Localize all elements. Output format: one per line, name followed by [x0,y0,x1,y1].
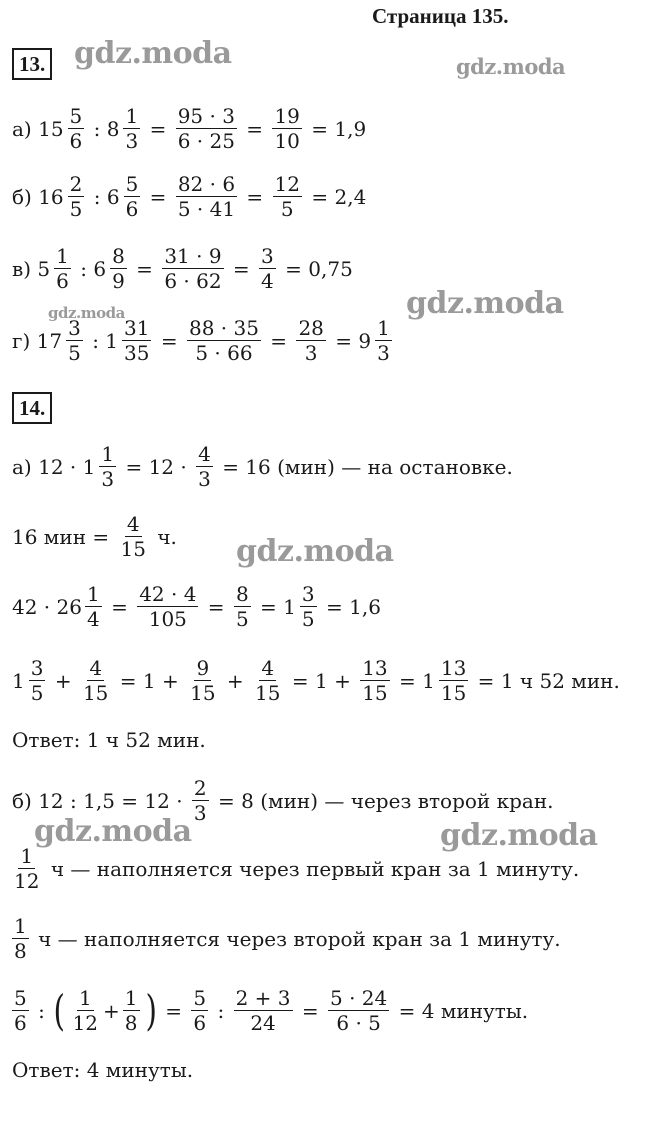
result: 4 минуты. [421,998,529,1023]
task-number-14: 14. [12,392,52,424]
task-number-13: 13. [12,48,52,80]
watermark: gdz.moda [440,818,598,853]
item-label: б) [12,184,32,209]
fraction: $\frac{31 \cdot 9}{6 \cdot 62}$ [164,244,222,294]
mixed-number: 1 $\frac{1}{3}$ [82,442,115,492]
fraction: $\frac{5}{6}$ [193,986,207,1036]
mixed-number: 1 $\frac{3}{5}$ [283,582,315,632]
task14-line-b4: $\frac{5}{6}$ : ( $\frac{1}{12}$ + $\frac{1}{8}$ ) = $\frac{5}{6}$ : $\frac{2 + 3}{24}$ = $\frac{5 \cdot 24}{6 \cdot 5}$ = 4 минуты. [14,985,529,1036]
watermark: gdz.moda [406,286,564,321]
watermark: gdz.moda [456,54,566,79]
fraction: $\frac{1}{12}$ [14,844,40,894]
task13-line-g: г) 17 $\frac{3}{5}$ : 1 $\frac{31}{35}$ = $\frac{88 \cdot 35}{5 \cdot 66}$ = $\frac{28}{3}$ = 9 $\frac{1}{3}$ [12,316,395,366]
item-label: г) [12,328,31,353]
mixed-number: 6 $\frac{5}{6}$ [106,172,139,222]
fraction: $\frac{28}{3}$ [298,316,324,366]
fraction: $\frac{4}{15}$ [120,512,146,562]
task14-line-a3: 42 · 26 $\frac{1}{4}$ = $\frac{42 \cdot 4}{105}$ = $\frac{8}{5}$ = 1 $\frac{3}{5}$ = 1,6 [12,582,381,632]
task14-line-b3: $\frac{1}{8}$ ч — наполняется через второй кран за 1 минуту. [14,914,561,964]
watermark: gdz.moda [74,36,232,71]
task13-line-b: б) 16 $\frac{2}{5}$ : 6 $\frac{5}{6}$ = $\frac{82 \cdot 6}{5 \cdot 41}$ = $\frac{12}{5}$ = 2,4 [12,172,367,222]
fraction: $\frac{82 \cdot 6}{5 \cdot 41}$ [177,172,236,222]
result: 2,4 [334,184,367,209]
fraction: $\frac{4}{15}$ [82,656,109,706]
result: 1,6 [349,594,381,619]
watermark: gdz.moda [48,304,125,322]
item-label: а) [12,454,32,479]
task14-line-a1: а) 12 · 1 $\frac{1}{3}$ = 12 · $\frac{4}{3}$ = 16 (мин) — на остановке. [12,442,513,492]
task14-line-a2: 16 мин = $\frac{4}{15}$ ч. [12,512,177,562]
fraction: $\frac{88 \cdot 35}{5 \cdot 66}$ [188,316,259,366]
page-title: Страница 135. [372,4,509,28]
mixed-number: 9 $\frac{1}{3}$ [358,316,390,366]
fraction: $\frac{42 \cdot 4}{105}$ [139,582,197,632]
mixed-number: 17 $\frac{3}{5}$ [36,316,81,366]
mixed-number: 16 $\frac{2}{5}$ [38,172,83,222]
fraction: $\frac{4}{3}$ [198,442,211,492]
mixed-number: 1 $\frac{3}{5}$ [12,656,44,706]
mixed-number: 1 $\frac{13}{15}$ [422,656,467,706]
task14-line-b1: б) 12 : 1,5 = 12 · $\frac{2}{3}$ = 8 (мин) — через второй кран. [12,776,554,826]
fraction: $\frac{3}{4}$ [261,244,274,294]
mixed-number: 6 $\frac{8}{9}$ [93,244,125,294]
item-label: б) [12,788,32,813]
fraction: $\frac{2}{3}$ [193,776,207,826]
answer-b: Ответ: 4 минуты. [12,1058,194,1082]
result: 0,75 [308,256,353,281]
watermark: gdz.moda [236,534,394,569]
mixed-number: 8 $\frac{1}{3}$ [106,104,139,154]
result: 1 ч 52 мин. [500,668,620,693]
item-label: в) [12,256,32,281]
fraction: $\frac{1}{8}$ [124,986,138,1036]
fraction: $\frac{5 \cdot 24}{6 \cdot 5}$ [330,986,388,1036]
mixed-number: 15 $\frac{5}{6}$ [38,104,83,154]
fraction: $\frac{5}{6}$ [14,986,27,1036]
fraction: $\frac{2 + 3}{24}$ [235,986,291,1036]
fraction: $\frac{4}{15}$ [255,656,281,706]
fraction: $\frac{1}{12}$ [72,986,99,1036]
watermark: gdz.moda [34,814,192,849]
answer-a: Ответ: 1 ч 52 мин. [12,728,206,752]
task14-line-b2: $\frac{1}{12}$ ч — наполняется через первый кран за 1 минуту. [14,844,580,894]
fraction: $\frac{1}{8}$ [14,914,27,964]
task14-line-a4: 1 $\frac{3}{5}$ + $\frac{4}{15}$ = 1 + $\frac{9}{15}$ + $\frac{4}{15}$ = 1 + $\frac{13}{15}$ = 1 $\frac{13}{15}$ = 1 ч 52 мин. [12,656,620,706]
result: 1,9 [334,116,367,141]
fraction: $\frac{13}{15}$ [362,656,388,706]
fraction: $\frac{8}{5}$ [235,582,249,632]
mixed-number: 1 $\frac{31}{35}$ [105,316,150,366]
fraction: $\frac{9}{15}$ [190,656,216,706]
fraction: $\frac{19}{10}$ [274,104,300,154]
item-label: а) [12,116,32,141]
task13-line-a: а) 15 $\frac{5}{6}$ : 8 $\frac{1}{3}$ = $\frac{95 \cdot 3}{6 \cdot 25}$ = $\frac{19}{10}$ = 1,9 [12,104,367,154]
mixed-number: 5 $\frac{1}{6}$ [37,244,69,294]
fraction: $\frac{12}{5}$ [274,172,300,222]
fraction: $\frac{1}{4}$ [86,582,100,632]
fraction: $\frac{95 \cdot 3}{6 \cdot 25}$ [177,104,235,154]
task13-line-v: в) 5 $\frac{1}{6}$ : 6 $\frac{8}{9}$ = $\frac{31 \cdot 9}{6 \cdot 62}$ = $\frac{3}{4}$ = 0,75 [12,244,353,294]
